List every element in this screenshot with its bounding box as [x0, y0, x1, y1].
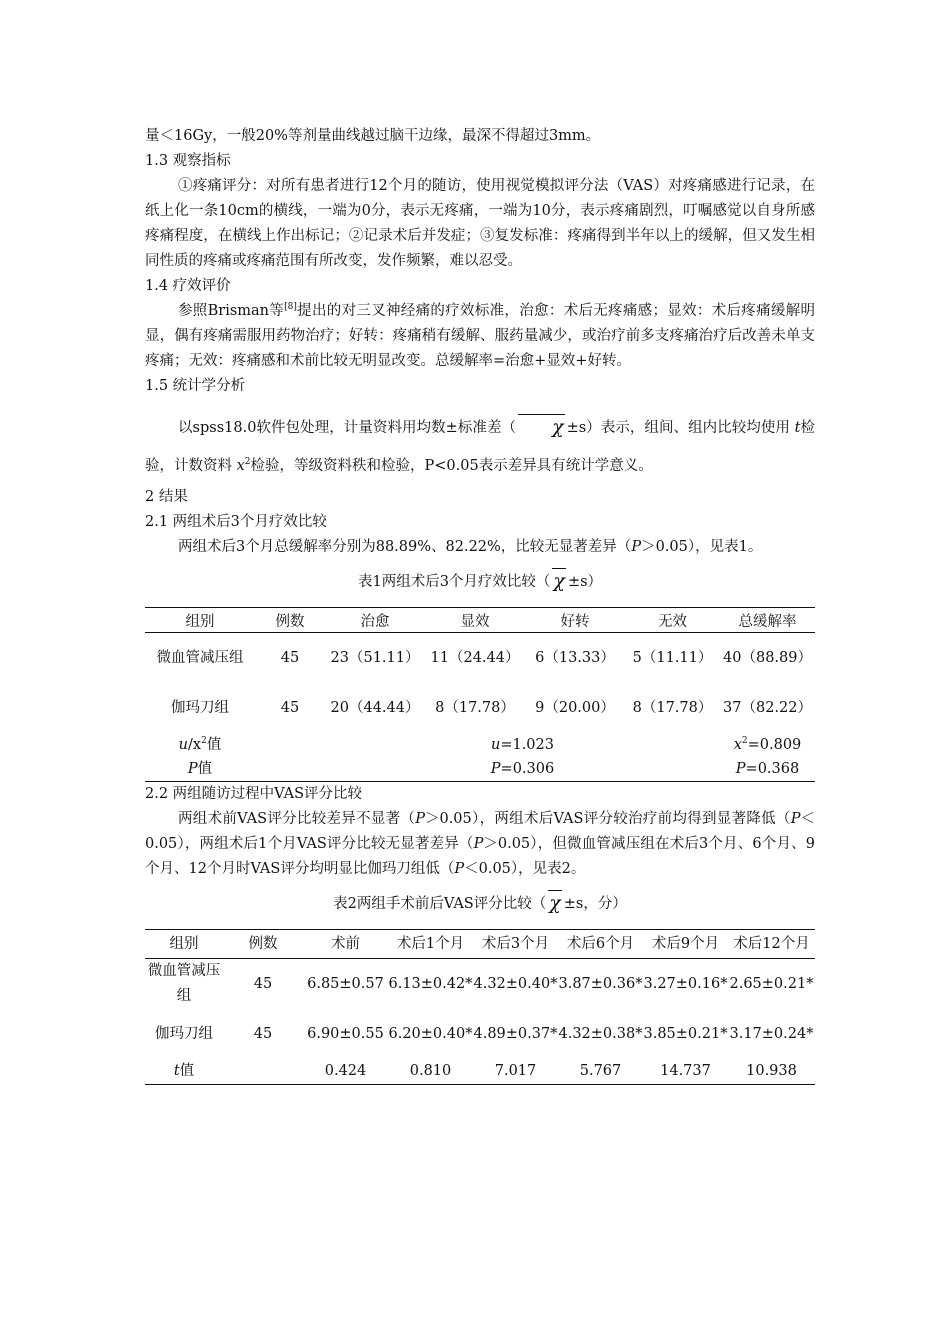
- xbar-symbol: χ: [546, 894, 564, 913]
- chi-sup: 2: [741, 736, 748, 747]
- table1-header: 治愈: [325, 608, 425, 633]
- table1-header: 显效: [425, 608, 525, 633]
- paragraph-dose: 量＜16Gy，一般20%等剂量曲线越过脑干边缘，最深不得超过3mm。: [145, 128, 601, 144]
- table1-header: 好转: [525, 608, 625, 633]
- table-cell: 20（44.44）: [330, 700, 420, 716]
- table-cell: 6.13±0.42*: [388, 975, 473, 992]
- table-cell: 6（13.33）: [535, 650, 615, 666]
- table2-header-row: [145, 930, 815, 959]
- xbar-symbol: χ: [550, 572, 568, 591]
- table-cell: 5（11.11）: [632, 650, 713, 666]
- table2-header: 术后9个月: [643, 930, 728, 959]
- p-number: =0.306: [500, 761, 555, 777]
- table-cell: 4.89±0.37*: [473, 1025, 558, 1042]
- r22-text-a: 两组术前VAS评分比较差异不显著（: [178, 811, 416, 827]
- t-value: 0.810: [409, 1063, 452, 1079]
- r22-p-symbol: P: [415, 811, 425, 827]
- stat-text-c: 检验，计数资料: [145, 420, 816, 474]
- stat-text-d: 检验，等级资料秩和检验，P<0.05表示差异具有统计学意义。: [250, 458, 653, 474]
- paper-page: [145, 124, 815, 1085]
- r22-text-c: ＜0.05），两组术后1个月VAS评分比较无显著差异（: [145, 811, 815, 852]
- p-number: =0.368: [745, 761, 800, 777]
- table-cell: 伽玛刀组: [171, 700, 229, 716]
- table-cell: 微血管减压组: [147, 963, 221, 1004]
- table2-caption-text: 表2两组手术前后VAS评分比较（: [333, 896, 547, 912]
- u-symbol: u: [490, 737, 501, 753]
- section-heading-2: 2 结果: [145, 489, 188, 505]
- table-row: [145, 733, 815, 757]
- u-symbol: u: [178, 737, 189, 753]
- table-row: [145, 757, 815, 782]
- table2-caption: [145, 892, 815, 917]
- table-cell: 9（20.00）: [535, 700, 615, 716]
- table2-caption-tail: ±s，分）: [563, 896, 627, 912]
- r22-text-e: ＜0.05），见表2。: [464, 861, 586, 877]
- chi-value: [720, 733, 815, 757]
- table1-caption-tail: ±s）: [567, 574, 603, 590]
- table1-header: 无效: [625, 608, 720, 633]
- table2-header: 例数: [223, 930, 303, 959]
- section-heading-2-2: 2.2 两组随访过程中VAS评分比较: [145, 786, 363, 802]
- t-label-text: 值: [179, 1063, 195, 1079]
- t-value: 0.424: [324, 1063, 367, 1079]
- section-heading-1-5: 1.5 统计学分析: [145, 378, 246, 394]
- paragraph-statistics: [145, 409, 815, 485]
- stat-text-a: 以spss18.0软件包处理，计量资料用均数±标准差（: [178, 420, 517, 436]
- citation-ref: [8]: [284, 302, 297, 313]
- table2-header: 术后3个月: [473, 930, 558, 959]
- table2-header: 组别: [145, 930, 223, 959]
- table-cell: 6.85±0.57: [307, 975, 384, 992]
- table-cell: 6.90±0.55: [307, 1025, 384, 1042]
- t-label: [145, 1059, 223, 1085]
- table-cell: 3.87±0.36*: [558, 975, 643, 992]
- table-cell: 23（51.11）: [330, 650, 420, 666]
- table2-header: 术后12个月: [728, 930, 815, 959]
- table-cell: 8（17.78）: [632, 700, 713, 716]
- t-symbol: t: [173, 1063, 180, 1079]
- table1-header: 组别: [145, 608, 255, 633]
- table1-header: 例数: [255, 608, 325, 633]
- table-cell: 伽玛刀组: [155, 1025, 213, 1042]
- table-row: [145, 633, 815, 684]
- u-number: =1.023: [500, 737, 554, 753]
- table-cell: 8（17.78）: [435, 700, 515, 716]
- table-cell: 45: [253, 1025, 273, 1042]
- paragraph-observation: ①疼痛评分：对所有患者进行12个月的随访，使用视觉模拟评分法（VAS）对疼痛感进行记录，在纸上化一条10cm的横线，一端为0分，表示无疼痛，一端为10分，表示疼痛剧烈，叮嘱感觉以自身所感疼痛程度，在横线上作出标记；②记录术后并发症；③复发标准：疼痛得到半年以上的缓解，但又发生相同性质的疼痛或疼痛范围有所改变，发作频繁，难以忍受。: [145, 178, 815, 269]
- table1-header-row: [145, 608, 815, 633]
- stat-chi-sup: 2: [244, 457, 251, 468]
- stat-label-text: 值: [206, 737, 222, 753]
- table-cell: 37（82.22）: [723, 700, 812, 716]
- table-cell: 3.85±0.21*: [643, 1025, 728, 1042]
- table-cell: 45: [280, 650, 300, 666]
- stat-text-b: ±s）表示，组间、组内比较均使用: [566, 420, 790, 436]
- stat-label-text: 值: [197, 761, 213, 777]
- table-cell: 11（24.44）: [430, 650, 520, 666]
- r21-text-a: 两组术后3个月总缓解率分别为88.89%、82.22%，比较无显著差异（: [178, 539, 632, 555]
- section-heading-2-1: 2.1 两组术后3个月疗效比较: [145, 514, 327, 530]
- table2-header: 术后6个月: [558, 930, 643, 959]
- t-value: 7.017: [494, 1063, 537, 1079]
- chi-symbol: x: [733, 737, 742, 753]
- stat-label: [145, 757, 255, 782]
- chi-number: =0.809: [747, 737, 802, 753]
- section-heading-1-3: 1.3 观察指标: [145, 153, 231, 169]
- p-symbol: P: [187, 761, 198, 777]
- efficacy-text-b: 提出的对三叉神经痛的疗效标准，治愈：术后无疼痛感；显效：术后疼痛缓解明显，偶有疼痛需服用药物治疗；好转：疼痛稍有缓解、服药量减少，或治疗前多支疼痛治疗后改善未单支疼痛；无效：疼痛感和术前比较无明显改变。总缓解率=治愈+显效+好转。: [145, 303, 816, 369]
- table2-header: 术后1个月: [388, 930, 473, 959]
- stat-chi-symbol: x: [236, 458, 245, 474]
- table-cell: 2.65±0.21*: [729, 975, 814, 992]
- table-cell: 40（88.89）: [723, 650, 812, 666]
- paragraph-result-2-2: [145, 807, 815, 882]
- table2-header: 术前: [303, 930, 388, 959]
- table1-header: 总缓解率: [720, 608, 815, 633]
- table-cell: 45: [253, 975, 273, 992]
- table-row: [145, 1059, 815, 1085]
- r22-p-symbol: P: [790, 811, 801, 827]
- stat-label-sup: 2: [201, 736, 207, 747]
- table1-caption: [145, 570, 815, 595]
- table2: [145, 929, 815, 1085]
- r22-p-symbol: P: [454, 861, 465, 877]
- table-cell: 4.32±0.40*: [473, 975, 558, 992]
- t-value: 10.938: [746, 1063, 797, 1079]
- xbar-symbol: χ: [516, 418, 567, 437]
- paragraph-result-2-1: [145, 535, 815, 560]
- p-symbol: P: [735, 761, 746, 777]
- r22-text-b: ＞0.05），两组术后VAS评分较治疗前均得到显著降低（: [424, 811, 791, 827]
- r21-text-b: ＞0.05），见表1。: [641, 539, 763, 555]
- section-heading-1-4: 1.4 疗效评价: [145, 278, 231, 294]
- table1-caption-text: 表1两组术后3个月疗效比较（: [357, 574, 551, 590]
- table-cell: 6.20±0.40*: [388, 1025, 473, 1042]
- u-value: [325, 733, 720, 757]
- r22-p-symbol: P: [473, 836, 484, 852]
- p-value: [720, 757, 815, 782]
- p-value: [325, 757, 720, 782]
- table-cell: 3.27±0.16*: [643, 975, 728, 992]
- table-cell: 4.32±0.38*: [558, 1025, 643, 1042]
- table-cell: [255, 733, 325, 757]
- t-value: 5.767: [579, 1063, 622, 1079]
- r21-p-symbol: P: [631, 539, 642, 555]
- table-cell: 3.17±0.24*: [729, 1025, 814, 1042]
- table-cell: 微血管减压组: [156, 650, 244, 666]
- r22-text-d: ＞0.05），但微血管减压组在术后3个月、6个月、9个月、12个月时VAS评分均明显比伽玛刀组低（: [145, 836, 815, 877]
- table-row: [145, 683, 815, 733]
- efficacy-text-a: 参照Brisman等: [178, 303, 285, 319]
- table-cell: [255, 757, 325, 782]
- t-value: 14.737: [660, 1063, 711, 1079]
- table-cell: [223, 1059, 303, 1085]
- p-symbol: P: [490, 761, 501, 777]
- stat-t-symbol: t: [794, 420, 801, 436]
- stat-label: [145, 733, 255, 757]
- table-row: [145, 1009, 815, 1059]
- table-cell: 45: [280, 700, 300, 716]
- stat-label-slash: /x: [188, 737, 202, 753]
- table1: [145, 607, 815, 782]
- table-row: [145, 959, 815, 1010]
- paragraph-efficacy: [145, 299, 815, 374]
